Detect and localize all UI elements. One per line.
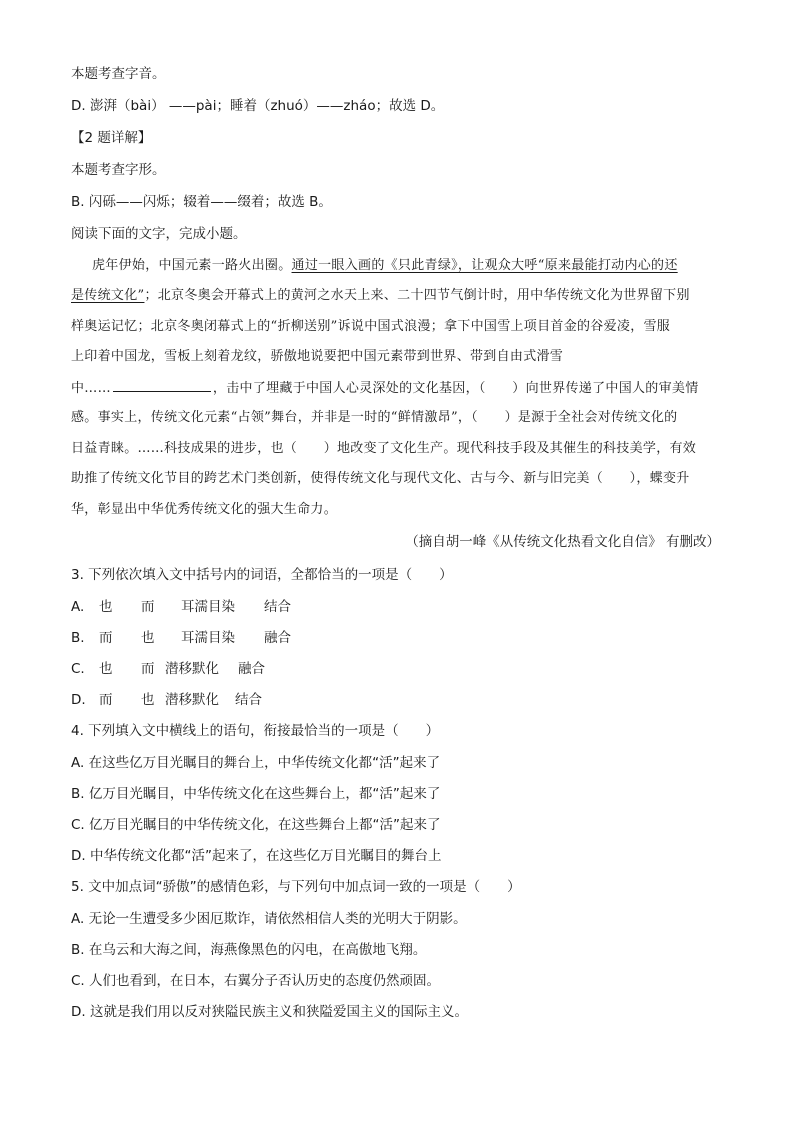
passage-line-6: 感。事实上，传统文化元素“占领”舞台，并非是一时的“鲜情激昂”，（ ）是源于全社会对传统文化的: [71, 410, 678, 425]
passage-line-7: 日益青睐。……科技成果的进步，也（ ）地改变了文化生产。现代科技手段及其催生的科技美学，有效: [71, 441, 697, 456]
q5-stem: 5. 文中加点词“骄傲”的感情色彩，与下列句中加点词一致的一项是（ ）: [71, 879, 521, 895]
q3-option-c: C. 也 而 潜移默化 融合: [71, 661, 265, 677]
q4-option-b: B. 亿万目光瞩目，中华传统文化在这些舞台上，都“活”起来了: [71, 786, 441, 802]
q4-option-c: C. 亿万目光瞩目的中华传统文化，在这些舞台上都“活”起来了: [71, 817, 441, 833]
q2-answer: B. 闪砾——闪烁；辍着——缀着；故选 B。: [71, 194, 332, 210]
fill-blank-line: [113, 378, 211, 392]
q4-option-a: A. 在这些亿万目光瞩目的舞台上，中华传统文化都“活”起来了: [71, 755, 441, 771]
q3-stem: 3. 下列依次填入文中括号内的词语，全都恰当的一项是（ ）: [71, 567, 453, 583]
q2-note: 本题考查字形。: [71, 162, 166, 178]
q4-option-d: D. 中华传统文化都“活”起来了，在这些亿万目光瞩目的舞台上: [71, 848, 442, 864]
q3-option-a: A. 也 而 耳濡目染 结合: [71, 599, 291, 615]
passage-line-5: [71, 378, 699, 399]
passage-text: 虎年伊始，中国元素一路火出圈。: [92, 258, 292, 273]
q5-option-c: C. 人们也看到，在日本，右翼分子否认历史的态度仍然顽固。: [71, 973, 441, 989]
passage-source: （摘自胡一峰《从传统文化热看文化自信》 有删改）: [405, 534, 720, 550]
passage-underlined: 是传统文化”: [71, 288, 145, 303]
passage-text: ，击中了埋藏于中国人心灵深处的文化基因，（ ）向世界传递了中国人的审美情: [212, 381, 699, 396]
reading-intro: 阅读下面的文字，完成小题。: [71, 226, 247, 242]
q5-option-d: D. 这就是我们用以反对狭隘民族主义和狭隘爱国主义的国际主义。: [71, 1004, 468, 1020]
passage-line-9: 华，彰显出中华优秀传统文化的强大生命力。: [71, 502, 338, 517]
q4-stem: 4. 下列填入文中横线上的语句，衔接最恰当的一项是（ ）: [71, 723, 440, 739]
q1-note: 本题考查字音。: [71, 66, 166, 82]
passage-text: 中……: [71, 381, 111, 396]
passage-line-1: [92, 256, 678, 276]
passage-line-2: [71, 286, 690, 306]
passage-underlined: 通过一眼入画的《只此青绿》，让观众大呼“原来最能打动内心的还: [291, 258, 678, 273]
passage-line-8: 助推了传统文化节目的跨艺术门类创新，使得传统文化与现代文化、古与今、新与旧完美（ ），蝶变升: [71, 471, 690, 486]
passage-line-3: 样奥运记忆；北京冬奥闭幕式上的“折柳送别”诉说中国式浪漫；拿下中国雪上项目首金的谷爱凌，雪服: [71, 319, 671, 334]
passage-text: ；北京冬奥会开幕式上的黄河之水天上来、二十四节气倒计时，用中华传统文化为世界留下别: [144, 288, 690, 303]
q1-answer: D. 澎湃（bài） ——pài；睡着（zhuó）——zháo；故选 D。: [71, 98, 445, 114]
q5-option-a: A. 无论一生遭受多少困厄欺诈，请依然相信人类的光明大于阴影。: [71, 911, 467, 927]
q3-option-b: B. 而 也 耳濡目染 融合: [71, 630, 291, 646]
q2-header: 【2 题详解】: [71, 130, 152, 146]
q5-option-b: B. 在乌云和大海之间，海燕像黑色的闪电，在高傲地飞翔。: [71, 942, 427, 958]
passage-line-4: 上印着中国龙，雪板上刻着龙纹，骄傲地说要把中国元素带到世界、带到自由式滑雪: [71, 349, 564, 364]
q3-option-d: D. 而 也 潜移默化 结合: [71, 692, 262, 708]
